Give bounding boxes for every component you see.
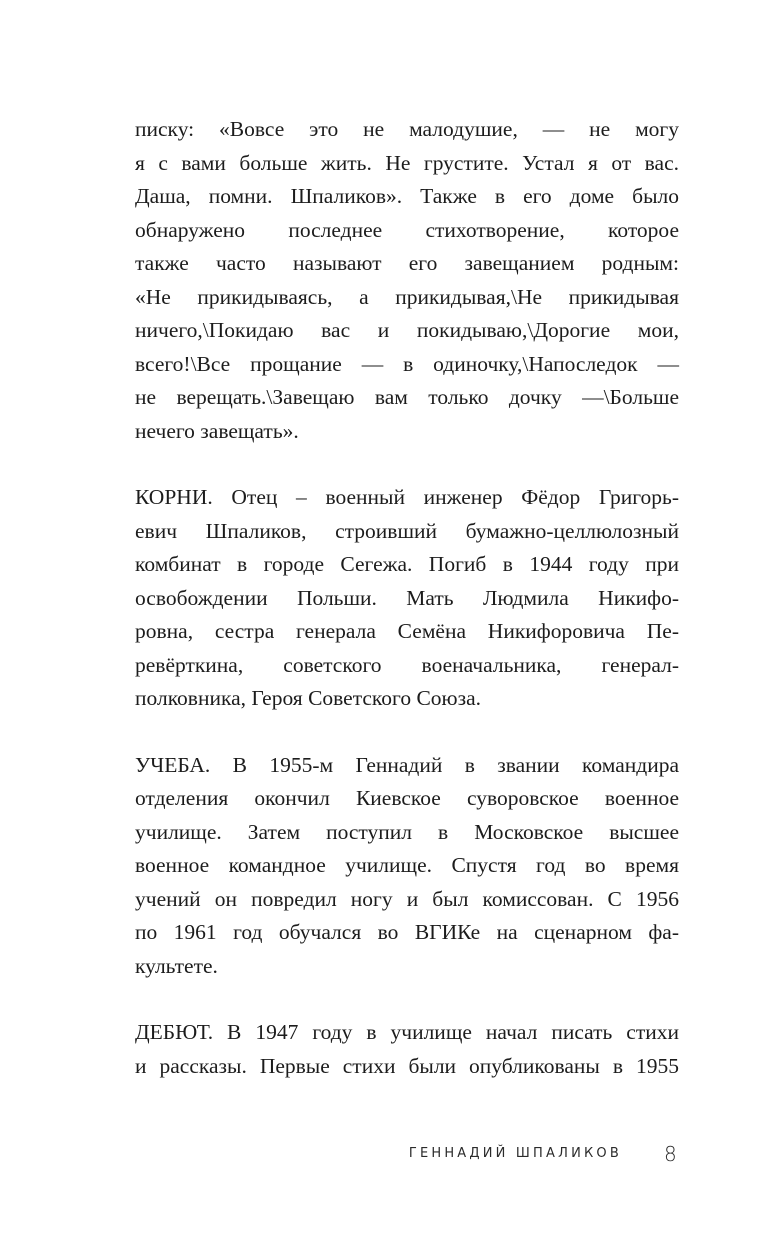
text-line: училище. Затем поступил в Московское высшее bbox=[135, 819, 679, 844]
paragraph-roots bbox=[135, 481, 679, 716]
text-line: ничего,\Покидаю вас и покидываю,\Дорогие мои, bbox=[135, 318, 679, 342]
running-head: ГЕННАДИЙ ШПАЛИКОВ bbox=[408, 1146, 622, 1161]
text-line: освобождении Польши. Мать Людмила Никифо- bbox=[135, 585, 679, 610]
text-line: военное командное училище. Спустя год во время bbox=[135, 853, 679, 877]
page-body bbox=[135, 113, 679, 1116]
text-line: УЧЕБА. В 1955-м Геннадий в звании командира bbox=[135, 752, 679, 777]
text-line: я с вами больше жить. Не грустите. Устал я от вас. bbox=[135, 150, 679, 175]
text-line: учений он повредил ногу и был комиссован. С 1956 bbox=[135, 886, 679, 911]
text-line: полковника, Героя Советского Союза. bbox=[135, 686, 482, 710]
text-line: КОРНИ. Отец – военный инженер Фёдор Григорь- bbox=[135, 485, 679, 509]
text-line: не верещать.\Завещаю вам только дочку —\Больше bbox=[135, 385, 679, 409]
text-line: по 1961 год обучался во ВГИКе на сценарном фа- bbox=[135, 920, 679, 944]
text-line: ревёрткина, советского военачальника, генерал- bbox=[135, 652, 679, 677]
paragraph-education bbox=[135, 749, 679, 984]
text-line: и рассказы. Первые стихи были опубликованы в 1955 bbox=[135, 1053, 679, 1078]
page-number: 8 bbox=[664, 1142, 677, 1166]
paragraph-suicide-note bbox=[135, 113, 679, 448]
text-line: Даша, помни. Шпаликов». Также в его доме было bbox=[135, 184, 679, 208]
text-line: всего!\Все прощание — в одиночку,\Напоследок — bbox=[135, 351, 679, 376]
text-line: обнаружено последнее стихотворение, которое bbox=[135, 217, 679, 242]
text-line: ДЕБЮТ. В 1947 году в училище начал писать стихи bbox=[135, 1020, 679, 1044]
text-line: ровна, сестра генерала Семёна Никифоровича Пе- bbox=[135, 619, 679, 643]
text-line: писку: «Вовсе это не малодушие, — не могу bbox=[135, 117, 679, 141]
text-line: комбинат в городе Сегежа. Погиб в 1944 году при bbox=[135, 552, 679, 576]
page-footer bbox=[0, 1144, 768, 1174]
text-line: отделения окончил Киевское суворовское военное bbox=[135, 786, 679, 810]
text-line: также часто называют его завещанием родным: bbox=[135, 251, 679, 275]
text-line: «Не прикидываясь, а прикидывая,\Не прикидывая bbox=[135, 284, 679, 309]
text-line: культете. bbox=[135, 953, 218, 978]
paragraph-debut bbox=[135, 1016, 679, 1083]
text-line: нечего завещать». bbox=[135, 418, 299, 443]
text-line: евич Шпаликов, строивший бумажно-целлюлозный bbox=[135, 518, 679, 543]
